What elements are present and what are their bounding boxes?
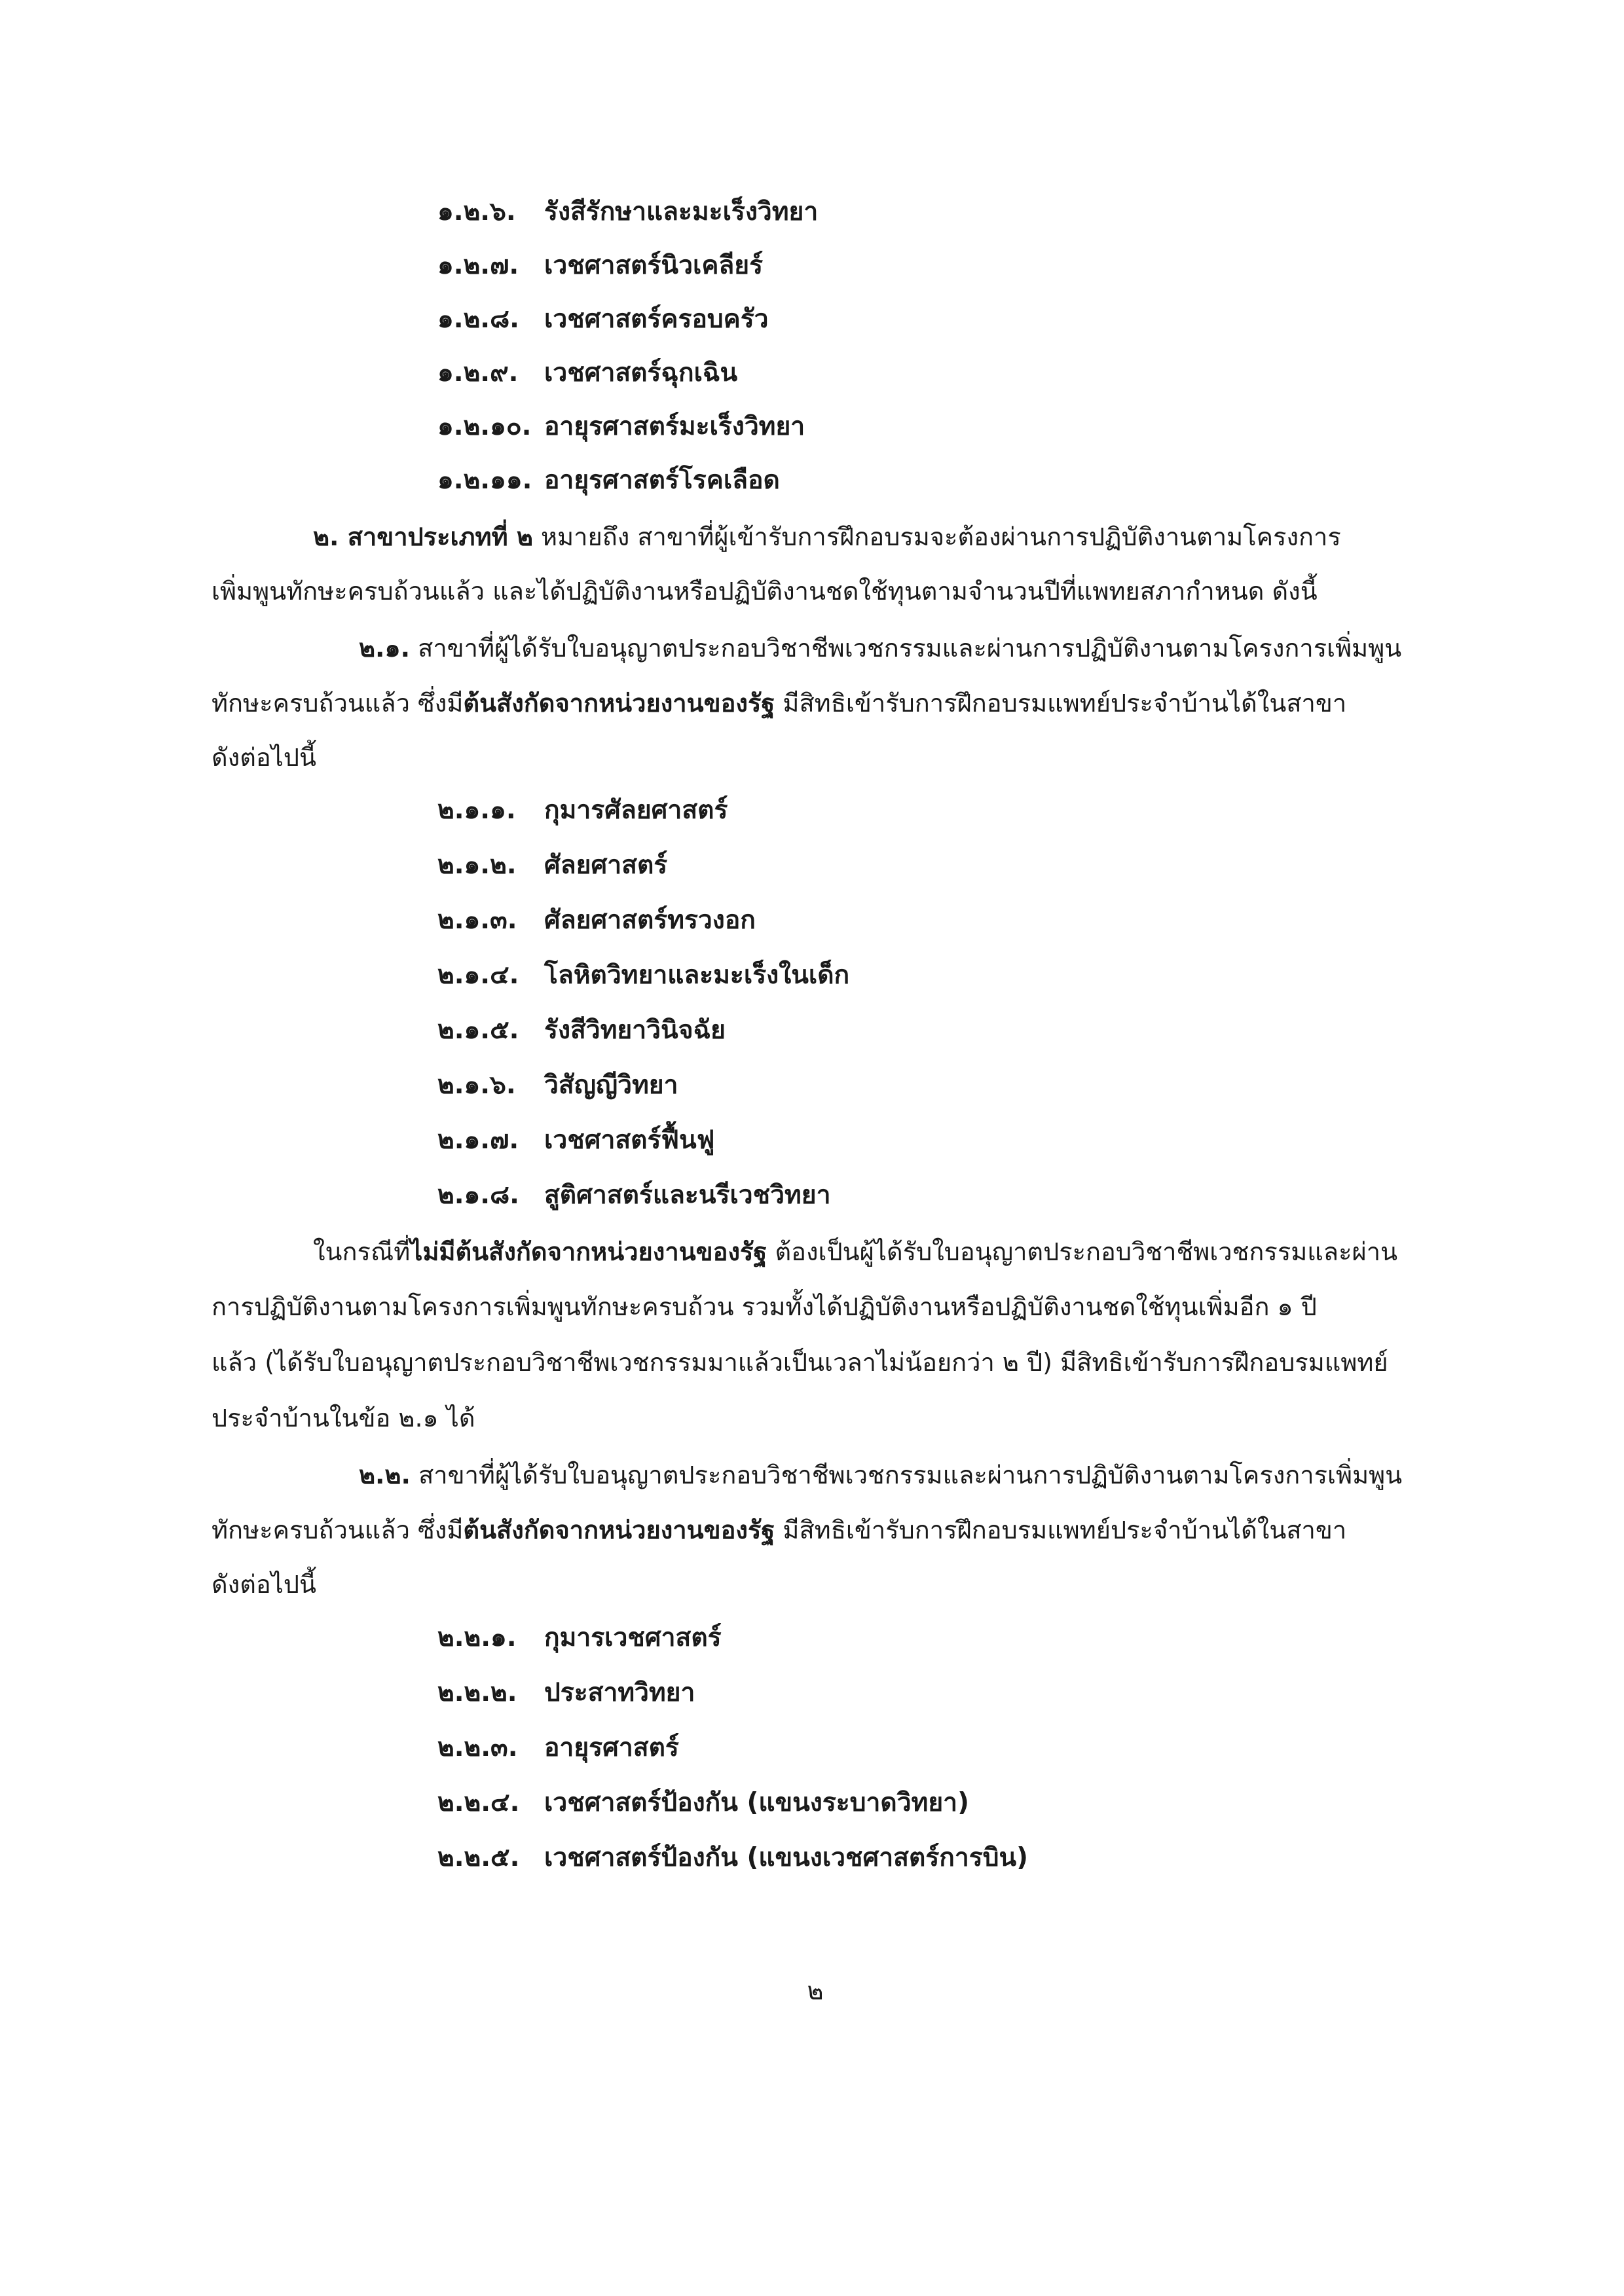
item-label: รังสีวิทยาวินิจฉัย	[544, 1015, 726, 1045]
sub-2-2-line-3	[212, 1558, 1439, 1610]
list-item	[437, 1831, 1028, 1884]
sub-2-1-number: ๒.๑.	[359, 633, 411, 663]
section-2-line-1	[313, 510, 1439, 562]
item-label: ศัลยศาสตร์ทรวงอก	[544, 905, 756, 935]
item-number: ๑.๒.๑๑.	[437, 465, 532, 495]
case-text: ในกรณีที่	[313, 1237, 411, 1266]
item-number: ๑.๒.๗.	[437, 251, 519, 280]
list-item	[437, 293, 769, 345]
sub-2-2-number: ๒.๒.	[359, 1460, 411, 1489]
case-emphasis: ไม่มีต้นสังกัดจากหน่วยงานของรัฐ	[410, 1237, 767, 1266]
item-number: ๑.๒.๑๐.	[437, 412, 532, 441]
item-label: เวชศาสตร์ฟื้นฟู	[544, 1125, 715, 1155]
item-label: เวชศาสตร์ฉุกเฉิน	[544, 358, 738, 388]
list-item	[437, 239, 763, 291]
case-text: การปฏิบัติงานตามโครงการเพิ่มพูนทักษะครบถ้วน รวมทั้งได้ปฏิบัติงานหรือปฏิบัติงานชดใช้ทุนเพิ่มอีก ๑ ปี	[212, 1292, 1317, 1321]
item-label: เวชศาสตร์ครอบครัว	[544, 304, 769, 334]
item-number: ๒.๑.๘.	[437, 1180, 519, 1210]
item-number: ๒.๑.๔.	[437, 960, 519, 990]
case-line-4	[212, 1391, 1439, 1444]
sub-2-2-emphasis: ต้นสังกัดจากหน่วยงานของรัฐ	[463, 1515, 775, 1544]
item-number: ๒.๒.๔.	[437, 1788, 520, 1817]
section-2-text: หมายถึง สาขาที่ผู้เข้ารับการฝึกอบรมจะต้องผ่านการปฏิบัติงานตามโครงการ	[541, 522, 1341, 551]
sub-2-1-emphasis: ต้นสังกัดจากหน่วยงานของรัฐ	[463, 688, 775, 718]
list-item	[437, 346, 737, 399]
sub-2-2-text: สาขาที่ผู้ได้รับใบอนุญาตประกอบวิชาชีพเวชกรรมและผ่านการปฏิบัติงานตามโครงการเพิ่มพูน	[418, 1460, 1403, 1489]
sub-2-2-text: ทักษะครบถ้วนแล้ว ซึ่งมี	[212, 1515, 464, 1544]
sub-2-1-line-1	[359, 621, 1439, 674]
list-item	[437, 1611, 722, 1664]
list-item	[437, 1059, 678, 1111]
sub-2-1-text: มีสิทธิเข้ารับการฝึกอบรมแพทย์ประจำบ้านได้ในสาขา	[783, 688, 1347, 718]
item-number: ๒.๑.๕.	[437, 1015, 519, 1045]
list-item	[437, 1169, 831, 1221]
item-number: ๒.๑.๗.	[437, 1125, 519, 1155]
item-label: สูติศาสตร์และนรีเวชวิทยา	[544, 1180, 831, 1210]
page-number: ๒	[807, 1977, 824, 2005]
item-number: ๒.๑.๓.	[437, 905, 517, 935]
case-text: ต้องเป็นผู้ได้รับใบอนุญาตประกอบวิชาชีพเวชกรรมและผ่าน	[775, 1237, 1398, 1266]
item-label: อายุรศาสตร์โรคเลือด	[544, 465, 780, 495]
item-number: ๒.๒.๓.	[437, 1733, 518, 1762]
item-label: วิสัญญีวิทยา	[544, 1070, 678, 1100]
item-label: เวชศาสตร์ป้องกัน (แขนงระบาดวิทยา)	[544, 1788, 969, 1817]
item-label: อายุรศาสตร์	[544, 1733, 679, 1762]
sub-2-1-text: ทักษะครบถ้วนแล้ว ซึ่งมี	[212, 688, 464, 718]
case-line-1	[313, 1225, 1439, 1277]
item-label: โลหิตวิทยาและมะเร็งในเด็ก	[544, 960, 850, 990]
list-item	[437, 1776, 969, 1829]
list-item	[437, 894, 756, 946]
case-text: แล้ว (ได้รับใบอนุญาตประกอบวิชาชีพเวชกรรมมาแล้วเป็นเวลาไม่น้อยกว่า ๒ ปี) มีสิทธิเข้ารับการฝึกอบรมแพทย์	[212, 1347, 1388, 1377]
list-item	[437, 400, 805, 452]
sub-2-1-text: สาขาที่ผู้ได้รับใบอนุญาตประกอบวิชาชีพเวชกรรมและผ่านการปฏิบัติงานตามโครงการเพิ่มพูน	[418, 633, 1402, 663]
case-text: ประจำบ้านในข้อ ๒.๑ ได้	[212, 1403, 475, 1432]
sub-2-2-text: มีสิทธิเข้ารับการฝึกอบรมแพทย์ประจำบ้านได้ในสาขา	[783, 1515, 1347, 1544]
item-number: ๒.๑.๒.	[437, 850, 517, 880]
list-item	[437, 839, 667, 891]
sub-2-1-line-3	[212, 731, 1439, 783]
list-item	[437, 1114, 714, 1166]
item-label: กุมารศัลยศาสตร์	[544, 795, 728, 825]
sub-2-2-line-1	[359, 1448, 1439, 1501]
item-label: กุมารเวชศาสตร์	[544, 1623, 722, 1652]
sub-2-1-text: ดังต่อไปนี้	[212, 742, 316, 772]
sub-2-2-line-2	[212, 1503, 1439, 1556]
case-line-3	[212, 1336, 1439, 1388]
item-number: ๑.๒.๘.	[437, 304, 519, 334]
item-label: เวชศาสตร์ป้องกัน (แขนงเวชศาสตร์การบิน)	[544, 1843, 1028, 1872]
section-2-text: เพิ่มพูนทักษะครบถ้วนแล้ว และได้ปฏิบัติงานหรือปฏิบัติงานชดใช้ทุนตามจำนวนปีที่แพทยสภากำหนด ดังนี้	[212, 576, 1318, 606]
item-number: ๒.๑.๖.	[437, 1070, 516, 1100]
section-2-line-2	[212, 564, 1439, 617]
item-number: ๒.๒.๕.	[437, 1843, 520, 1872]
sub-2-1-line-2	[212, 676, 1439, 729]
case-line-2	[212, 1280, 1439, 1332]
item-number: ๑.๒.๖.	[437, 197, 516, 227]
section-2-heading: ๒. สาขาประเภทที่ ๒	[313, 522, 533, 551]
list-item	[437, 784, 728, 836]
item-label: เวชศาสตร์นิวเคลียร์	[544, 251, 764, 280]
list-item	[437, 949, 849, 1001]
list-item	[437, 1721, 679, 1774]
list-item	[437, 1004, 726, 1056]
item-label: ศัลยศาสตร์	[544, 850, 668, 880]
item-number: ๑.๒.๙.	[437, 358, 519, 388]
item-label: ประสาทวิทยา	[544, 1678, 695, 1707]
item-label: อายุรศาสตร์มะเร็งวิทยา	[544, 412, 805, 441]
list-item	[437, 454, 780, 506]
item-number: ๒.๒.๒.	[437, 1678, 517, 1707]
item-label: รังสีรักษาและมะเร็งวิทยา	[544, 197, 819, 227]
list-item	[437, 185, 818, 238]
item-number: ๒.๒.๑.	[437, 1623, 517, 1652]
item-number: ๒.๑.๑.	[437, 795, 516, 825]
list-item	[437, 1666, 695, 1719]
sub-2-2-text: ดังต่อไปนี้	[212, 1569, 316, 1599]
